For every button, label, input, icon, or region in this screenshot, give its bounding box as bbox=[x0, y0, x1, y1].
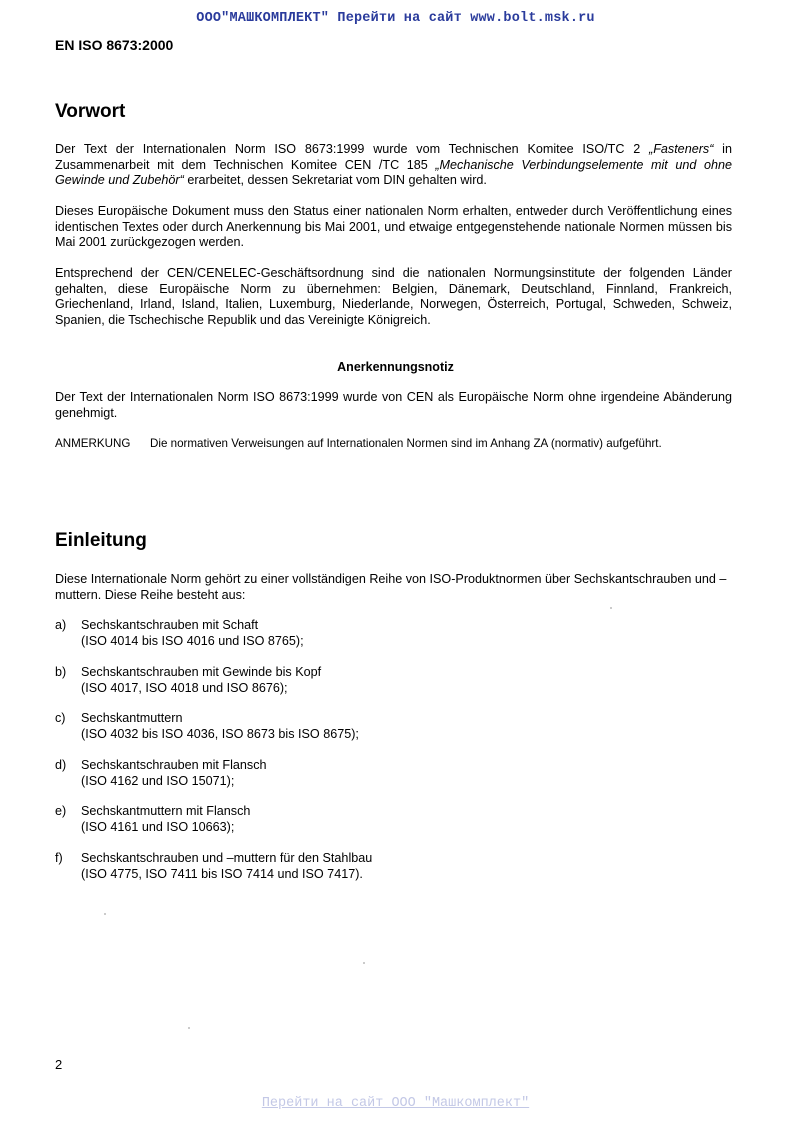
list-item-body bbox=[81, 804, 250, 835]
page-number: 2 bbox=[55, 1057, 63, 1072]
list-item-letter: b) bbox=[55, 665, 67, 679]
list-item-title: Sechskantschrauben mit Gewinde bis Kopf bbox=[81, 665, 322, 679]
list-item-refs: (ISO 4162 und ISO 15071); bbox=[81, 773, 235, 788]
footer-site-link[interactable]: Перейти на сайт ООО "Машкомплект" bbox=[261, 1096, 530, 1111]
scan-speck bbox=[104, 913, 106, 915]
list-item-body bbox=[81, 758, 267, 789]
list-item-refs: (ISO 4014 bis ISO 4016 und ISO 8765); bbox=[81, 633, 304, 648]
list-item-title: Sechskantschrauben und –muttern für den Stahlbau bbox=[81, 851, 373, 865]
list-item-body bbox=[81, 711, 359, 742]
vorwort-p1-cen-title: „Mechanische Verbindungselemente mit und ohne Gewinde und Zubehör“ bbox=[55, 157, 732, 187]
list-item-refs: (ISO 4017, ISO 4018 und ISO 8676); bbox=[81, 680, 288, 695]
list-item-refs: (ISO 4161 und ISO 10663); bbox=[81, 819, 235, 834]
list-item-title: Sechskantschrauben mit Flansch bbox=[81, 758, 267, 772]
vorwort-p1-part-c: in Zusammenarbeit mit dem Technischen Komitee CEN /TC 185 bbox=[55, 142, 732, 172]
einleitung-heading: Einleitung bbox=[55, 530, 147, 551]
scan-speck bbox=[610, 607, 612, 609]
list-item-letter: d) bbox=[55, 758, 67, 772]
vorwort-paragraph-2: Dieses Europäische Dokument muss den Status einer nationalen Norm erhalten, entweder durch Veröffentlichung eines identischen Textes oder durch Anerkennung bis Mai 2001, und etwaige entgegenstehende nationale Normen müssen bis Mai 2001 zurückgezogen werden. bbox=[55, 204, 732, 249]
vorwort-paragraph-1 bbox=[55, 142, 732, 189]
vorwort-paragraph-3: Entsprechend der CEN/CENELEC-Geschäftsordnung sind die nationalen Normungsinstitute der folgenden Länder gehalten, diese Europäische Norm zu übernehmen: Belgien, Dänemark, Deutschland, Finnland, Frankreich, Griechenland, Irland, Island, Italien, Luxemburg, Niederlande, Norwegen, Österreich, Portugal, Schweden, Schweiz, Spanien, die Tschechische Republik und das Vereinigte Königreich. bbox=[55, 266, 732, 327]
einleitung-intro: Diese Internationale Norm gehört zu einer vollständigen Reihe von ISO-Produktnormen über Sechskantschrauben und –muttern. Diese Reihe besteht aus: bbox=[55, 572, 727, 602]
header-site-link[interactable]: ООО"МАШКОМПЛЕКТ" Перейти на сайт www.bolt.msk.ru bbox=[196, 11, 595, 26]
list-item-letter: c) bbox=[55, 711, 66, 725]
document-id: EN ISO 8673:2000 bbox=[55, 37, 174, 53]
list-item-title: Sechskantschrauben mit Schaft bbox=[81, 618, 259, 632]
list-item-body bbox=[81, 665, 321, 696]
anerkennungsnotiz-heading: Anerkennungsnotiz bbox=[337, 360, 454, 374]
vorwort-p1-part-a: Der Text der Internationalen Norm ISO 8673:1999 wurde vom Technischen Komitee ISO/TC 2 bbox=[55, 142, 649, 156]
list-item-title: Sechskantmuttern mit Flansch bbox=[81, 804, 251, 818]
list-item-title: Sechskantmuttern bbox=[81, 711, 183, 725]
scan-speck bbox=[188, 1027, 190, 1029]
note-label: ANMERKUNG bbox=[55, 437, 131, 450]
vorwort-heading: Vorwort bbox=[55, 101, 126, 122]
list-item-body bbox=[81, 618, 304, 649]
scan-speck bbox=[363, 962, 365, 964]
anerkennungsnotiz-text: Der Text der Internationalen Norm ISO 8673:1999 wurde von CEN als Europäische Norm ohne irgendeine Abänderung genehmigt. bbox=[55, 390, 732, 420]
vorwort-p1-part-e: erarbeitet, dessen Sekretariat vom DIN gehalten wird. bbox=[183, 173, 487, 187]
list-item-letter: a) bbox=[55, 618, 67, 632]
list-item-body bbox=[81, 851, 372, 882]
list-item-letter: e) bbox=[55, 804, 67, 818]
list-item-letter: f) bbox=[55, 851, 63, 865]
list-item-refs: (ISO 4775, ISO 7411 bis ISO 7414 und ISO 7417). bbox=[81, 866, 363, 881]
vorwort-p1-fasteners: „Fasteners“ bbox=[649, 142, 714, 156]
note-text: Die normativen Verweisungen auf Internationalen Normen sind im Anhang ZA (normativ) aufgeführt. bbox=[150, 437, 662, 450]
list-item-refs: (ISO 4032 bis ISO 4036, ISO 8673 bis ISO 8675); bbox=[81, 726, 359, 741]
anmerkung-note bbox=[55, 437, 662, 450]
